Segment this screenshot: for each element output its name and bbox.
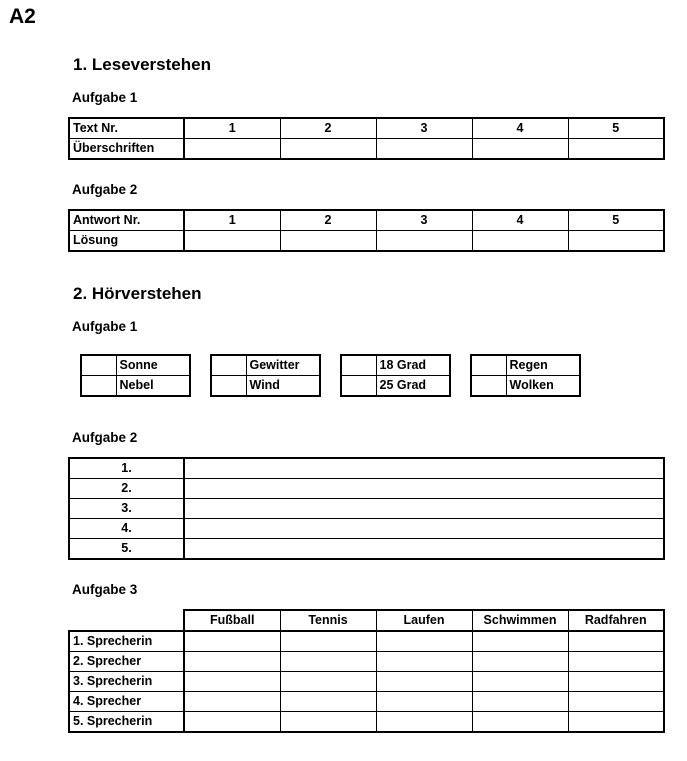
task-title: Aufgabe 1 xyxy=(72,319,138,334)
answer-cell[interactable] xyxy=(568,631,664,652)
row-number: 3. xyxy=(69,499,184,519)
row-header: Text Nr. xyxy=(69,118,184,139)
answer-cell[interactable] xyxy=(376,631,472,652)
answer-cell[interactable] xyxy=(184,519,664,539)
answer-cell[interactable] xyxy=(472,631,568,652)
answer-cell[interactable] xyxy=(472,139,568,160)
answer-cell[interactable] xyxy=(184,672,280,692)
answer-cell[interactable] xyxy=(472,712,568,733)
option-label: Regen xyxy=(506,355,580,376)
answer-cell[interactable] xyxy=(568,231,664,252)
option-label: Wolken xyxy=(506,376,580,397)
column-header: 5 xyxy=(568,118,664,139)
column-header: Tennis xyxy=(280,610,376,631)
row-number: 5. xyxy=(69,539,184,560)
table-row xyxy=(69,118,664,139)
table-row xyxy=(69,519,664,539)
hoerverstehen-task3-table xyxy=(68,609,665,733)
table-row xyxy=(69,210,664,231)
option-label: Gewitter xyxy=(246,355,320,376)
row-header: 1. Sprecherin xyxy=(69,631,184,652)
answer-cell[interactable] xyxy=(376,231,472,252)
answer-cell[interactable] xyxy=(280,631,376,652)
table-row xyxy=(69,712,664,733)
checkbox-cell[interactable] xyxy=(341,355,376,376)
row-header: 3. Sprecherin xyxy=(69,672,184,692)
option-box xyxy=(470,354,581,397)
table-row xyxy=(69,479,664,499)
answer-cell[interactable] xyxy=(472,652,568,672)
answer-cell[interactable] xyxy=(376,139,472,160)
task-title: Aufgabe 2 xyxy=(72,182,138,197)
answer-cell[interactable] xyxy=(184,458,664,479)
table-row xyxy=(69,652,664,672)
option-label: 25 Grad xyxy=(376,376,450,397)
answer-cell[interactable] xyxy=(568,692,664,712)
column-header: Laufen xyxy=(376,610,472,631)
option-label: Sonne xyxy=(116,355,190,376)
answer-cell[interactable] xyxy=(472,231,568,252)
answer-cell[interactable] xyxy=(280,712,376,733)
answer-cell[interactable] xyxy=(472,672,568,692)
row-number: 2. xyxy=(69,479,184,499)
task-title: Aufgabe 3 xyxy=(72,582,138,597)
answer-cell[interactable] xyxy=(280,692,376,712)
answer-cell[interactable] xyxy=(184,652,280,672)
answer-cell[interactable] xyxy=(184,692,280,712)
answer-cell[interactable] xyxy=(184,539,664,560)
answer-cell[interactable] xyxy=(376,712,472,733)
column-header: 4 xyxy=(472,210,568,231)
table-row xyxy=(69,231,664,252)
empty-corner-cell xyxy=(69,610,184,631)
table-row xyxy=(69,692,664,712)
column-header: Fußball xyxy=(184,610,280,631)
column-header: Schwimmen xyxy=(472,610,568,631)
table-row xyxy=(69,139,664,160)
column-header: Radfahren xyxy=(568,610,664,631)
table-row xyxy=(69,458,664,479)
task-title: Aufgabe 2 xyxy=(72,430,138,445)
option-label: 18 Grad xyxy=(376,355,450,376)
answer-cell[interactable] xyxy=(376,672,472,692)
answer-cell[interactable] xyxy=(568,139,664,160)
section-title-leseverstehen: 1. Leseverstehen xyxy=(73,55,211,74)
checkbox-cell[interactable] xyxy=(81,355,116,376)
answer-cell[interactable] xyxy=(376,692,472,712)
table-row xyxy=(69,631,664,652)
answer-cell[interactable] xyxy=(184,631,280,652)
answer-cell[interactable] xyxy=(280,231,376,252)
answer-cell[interactable] xyxy=(376,652,472,672)
checkbox-cell[interactable] xyxy=(471,376,506,397)
column-header: 3 xyxy=(376,118,472,139)
row-header: 2. Sprecher xyxy=(69,652,184,672)
row-header: Lösung xyxy=(69,231,184,252)
leseverstehen-task1-table xyxy=(68,117,665,160)
answer-cell[interactable] xyxy=(184,479,664,499)
column-header: 2 xyxy=(280,118,376,139)
table-row xyxy=(69,499,664,519)
answer-cell[interactable] xyxy=(568,652,664,672)
option-box xyxy=(210,354,321,397)
row-number: 1. xyxy=(69,458,184,479)
row-number: 4. xyxy=(69,519,184,539)
column-header: 5 xyxy=(568,210,664,231)
row-header: 5. Sprecherin xyxy=(69,712,184,733)
row-header: Überschriften xyxy=(69,139,184,160)
option-label: Wind xyxy=(246,376,320,397)
checkbox-cell[interactable] xyxy=(471,355,506,376)
checkbox-cell[interactable] xyxy=(341,376,376,397)
option-label: Nebel xyxy=(116,376,190,397)
column-header: 1 xyxy=(184,210,280,231)
task-title: Aufgabe 1 xyxy=(72,90,138,105)
answer-cell[interactable] xyxy=(472,692,568,712)
option-box xyxy=(80,354,191,397)
column-header: 4 xyxy=(472,118,568,139)
leseverstehen-task2-table xyxy=(68,209,665,252)
answer-cell[interactable] xyxy=(184,712,280,733)
checkbox-cell[interactable] xyxy=(81,376,116,397)
answer-cell[interactable] xyxy=(280,652,376,672)
table-row xyxy=(69,539,664,560)
answer-cell[interactable] xyxy=(184,231,280,252)
column-header: 1 xyxy=(184,118,280,139)
answer-cell[interactable] xyxy=(568,712,664,733)
column-header: 3 xyxy=(376,210,472,231)
row-header: Antwort Nr. xyxy=(69,210,184,231)
page-label: A2 xyxy=(9,5,36,28)
table-header-row xyxy=(69,610,664,631)
section-title-hoerverstehen: 2. Hörverstehen xyxy=(73,284,202,303)
answer-cell[interactable] xyxy=(568,672,664,692)
row-header: 4. Sprecher xyxy=(69,692,184,712)
column-header: 2 xyxy=(280,210,376,231)
answer-cell[interactable] xyxy=(280,672,376,692)
option-box xyxy=(340,354,451,397)
answer-cell[interactable] xyxy=(184,139,280,160)
answer-cell[interactable] xyxy=(280,139,376,160)
answer-cell[interactable] xyxy=(184,499,664,519)
checkbox-cell[interactable] xyxy=(211,376,246,397)
hoerverstehen-task2-table xyxy=(68,457,665,560)
checkbox-cell[interactable] xyxy=(211,355,246,376)
table-row xyxy=(69,672,664,692)
